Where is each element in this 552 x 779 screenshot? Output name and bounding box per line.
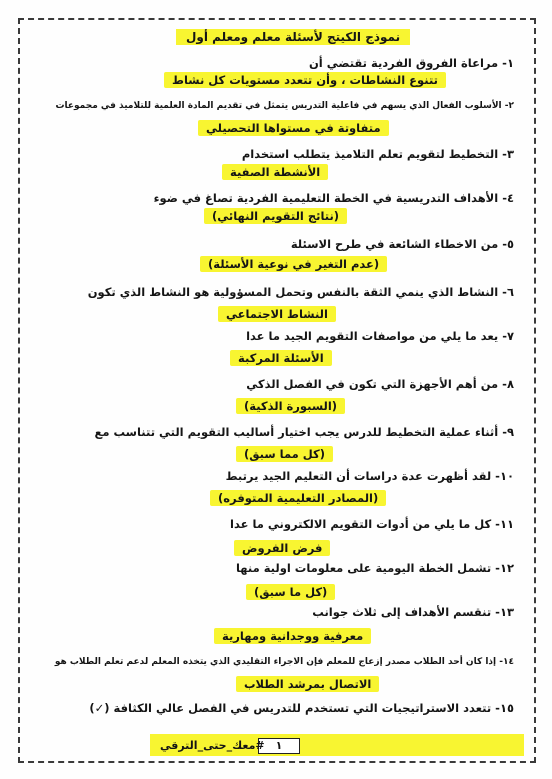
page-number: ١ — [258, 738, 300, 754]
answer-6: النشاط الاجتماعي — [218, 306, 336, 322]
question-11: ١١- كل ما يلي من أدوات التقويم الالكتروني ما عدا — [230, 517, 514, 531]
question-13: ١٣- تنقسم الأهداف إلى ثلاث جوانب — [312, 605, 514, 619]
answer-1: تتنوع النشاطات ، وأن تتعدد مستويات كل نشاط — [164, 72, 446, 88]
answer-11: فرض الفروض — [234, 540, 330, 556]
answer-4: (نتائج التقويم النهائي) — [204, 208, 347, 224]
question-2: ٢- الأسلوب الفعال الذي يسهم في فاعلية التدريس يتمثل في تقديم المادة العلمية للتلاميذ في مجموعات — [55, 101, 514, 111]
question-4: ٤- الأهداف التدريسية في الخطة التعليمية الفردية تصاغ في ضوء — [153, 191, 514, 205]
question-12: ١٢- تشمل الخطة اليومية على معلومات اولية منها — [235, 561, 514, 575]
answer-3: الأنشطة الصفية — [222, 164, 328, 180]
question-3: ٣- التخطيط لتقويم تعلم التلاميذ يتطلب استخدام — [241, 147, 514, 161]
answer-14: الاتصال بمرشد الطلاب — [236, 676, 379, 692]
question-5: ٥- من الاخطاء الشائعة في طرح الاسئلة — [290, 237, 514, 251]
question-9: ٩- أثناء عملية التخطيط للدرس يجب اختيار أساليب التقويم التي تتناسب مع — [94, 425, 514, 439]
answer-10: (المصادر التعليمية المتوفره) — [210, 490, 386, 506]
answer-5: (عدم التغير في نوعية الأسئلة) — [200, 256, 387, 272]
footer-hashtag: #معك_حتى_الترقي — [160, 739, 265, 752]
question-14: ١٤- إذا كان أحد الطلاب مصدر إزعاج للمعلم فإن الاجراء التقليدي الذي يتخذه المعلم لدعم تعلم الطلاب هو — [54, 657, 514, 667]
question-10: ١٠- لقد أظهرت عدة دراسات أن التعليم الجيد يرتبط — [225, 469, 514, 483]
question-6: ٦- النشاط الذي ينمي الثقة بالنفس وتحمل المسؤولية هو النشاط الذي تكون — [87, 285, 514, 299]
answer-2: متفاوتة في مستواها التحصيلي — [198, 120, 389, 136]
question-1: ١- مراعاة الفروق الفردية تقتضي أن — [308, 56, 514, 70]
question-8: ٨- من أهم الأجهزة التي تكون في الفصل الذكي — [246, 377, 514, 391]
answer-8: (السبورة الذكية) — [236, 398, 345, 414]
document-title: نموذج الكيتج لأسئلة معلم ومعلم أول — [176, 29, 410, 45]
answer-7: الأسئلة المركبة — [230, 350, 332, 366]
answer-9: (كل مما سبق) — [236, 446, 333, 462]
answer-12: (كل ما سبق) — [246, 584, 335, 600]
answer-13: معرفية ووجدانية ومهارية — [214, 628, 371, 644]
question-7: ٧- يعد ما يلي من مواصفات التقويم الجيد ما عدا — [246, 329, 514, 343]
question-15: ١٥- تتعدد الاستراتيجيات التي تستخدم للتدريس في الفصل عالي الكثافة (✓) — [89, 701, 514, 715]
